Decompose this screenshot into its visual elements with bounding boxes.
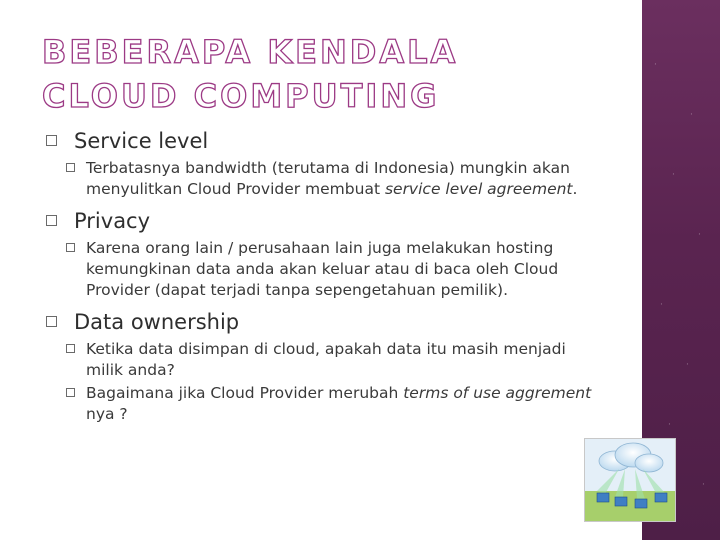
sub-bullet-text: Terbatasnya bandwidth (terutama di Indonesia) mungkin akan menyulitkan Cloud Provider membuat service level agreement. bbox=[86, 159, 578, 198]
bullet-box-icon bbox=[46, 135, 57, 146]
bullet-heading-text: Service level bbox=[74, 129, 209, 153]
slide-content bbox=[46, 128, 606, 427]
decorative-dot: · bbox=[686, 360, 689, 370]
sub-bullet-box-icon bbox=[66, 243, 75, 252]
bullet-heading-text: Privacy bbox=[74, 209, 151, 233]
cloud-computing-illustration bbox=[584, 438, 676, 522]
bullet-heading bbox=[46, 208, 606, 234]
sub-bullet bbox=[46, 158, 606, 200]
decorative-dot: · bbox=[672, 170, 675, 180]
decorative-dot: · bbox=[702, 480, 705, 490]
sub-bullet-box-icon bbox=[66, 163, 75, 172]
sub-bullet-text: Ketika data disimpan di cloud, apakah data itu masih menjadi milik anda? bbox=[86, 340, 566, 379]
sub-bullet-box-icon bbox=[66, 388, 75, 397]
decorative-dot: · bbox=[698, 230, 701, 240]
decorative-dot: · bbox=[668, 420, 671, 430]
slide-title: BEBERAPA KENDALA CLOUD COMPUTING bbox=[42, 33, 459, 115]
sub-bullet-text: Bagaimana jika Cloud Provider merubah terms of use aggrement nya ? bbox=[86, 384, 592, 423]
sub-bullet bbox=[46, 383, 606, 425]
decorative-dot: · bbox=[690, 110, 693, 120]
sub-bullet bbox=[46, 339, 606, 381]
bullet-box-icon bbox=[46, 215, 57, 226]
cloud-network-icon bbox=[585, 439, 675, 521]
sub-bullet-box-icon bbox=[66, 344, 75, 353]
bullet-box-icon bbox=[46, 316, 57, 327]
sub-bullet-text: Karena orang lain / perusahaan lain juga melakukan hosting kemungkinan data anda akan keluar atau di baca oleh Cloud Provider (dapat terjadi tanpa sepengetahuan pemilik). bbox=[86, 239, 559, 299]
sub-bullet bbox=[46, 238, 606, 301]
decorative-dot: · bbox=[660, 300, 663, 310]
bullet-heading bbox=[46, 309, 606, 335]
bullet-heading bbox=[46, 128, 606, 154]
bullet-heading-text: Data ownership bbox=[74, 310, 240, 334]
decorative-dot: · bbox=[654, 60, 657, 70]
